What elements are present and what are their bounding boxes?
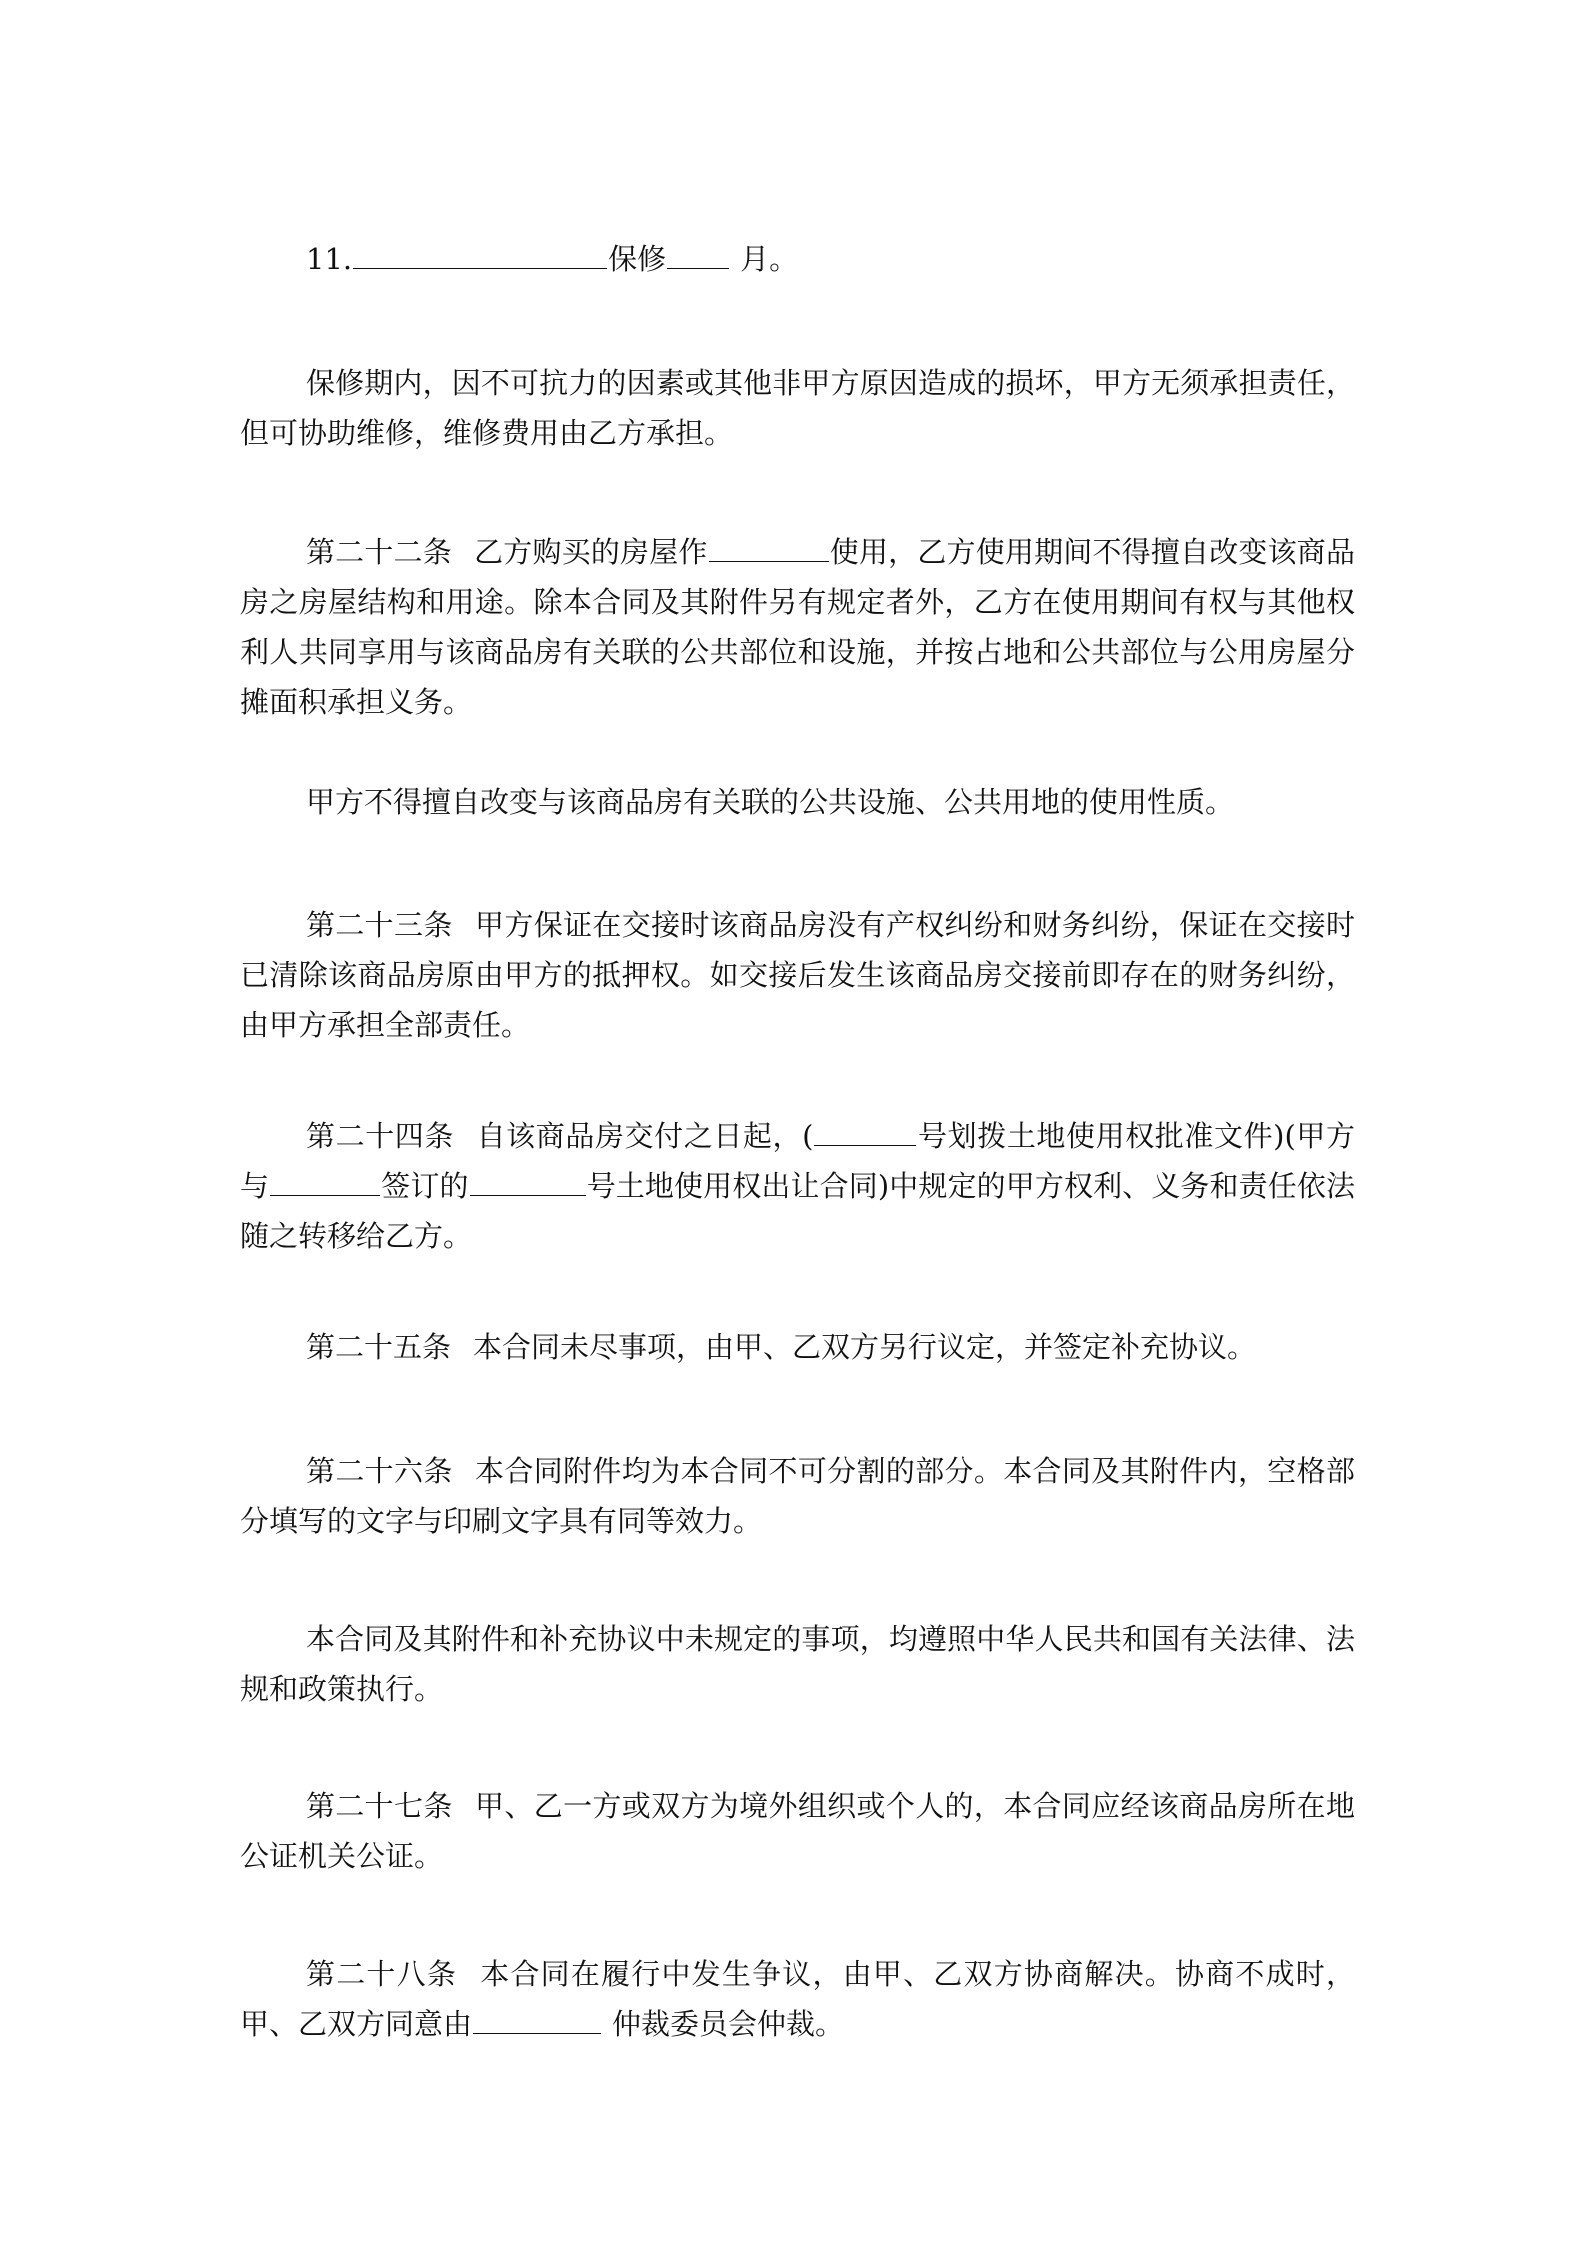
- item-number: 11.: [306, 242, 353, 276]
- clause-text: 本合同未尽事项，由甲、乙双方另行议定，并签定补充协议。: [473, 1330, 1257, 1364]
- clause-article-26: [240, 1446, 1355, 1546]
- clause-text: 甲方保证在交接时该商品房没有产权纠纷和财务纠纷，保证在交接时已清除该商品房原由甲方的抵押权。如交接后发生该商品房交接前即存在的财务纠纷，由甲方承担全部责任。: [240, 908, 1355, 1042]
- clause-text: 签订的: [381, 1169, 469, 1203]
- clause-warranty-item-11: [240, 234, 1355, 284]
- clause-text: 仲裁委员会仲裁。: [612, 2007, 845, 2041]
- clause-article-23: [240, 900, 1355, 1050]
- clause-text: 本合同在履行中发生争议，由甲、乙双方协商解决。协商不成时，甲、乙双方同意由: [240, 1957, 1355, 2041]
- clause-article-25: [240, 1322, 1355, 1372]
- clause-article-22: [240, 527, 1355, 727]
- clause-text: 使用，乙方使用期间不得擅自改变该商品房之房屋结构和用途。除本合同及其附件另有规定者外，乙方在使用期间有权与其他权利人共同享用与该商品房有关联的公共部位和设施，并按占地和公共部位与公用房屋分摊面积承担义务。: [240, 535, 1355, 719]
- blank-field: [473, 2032, 601, 2034]
- clause-text: 乙方购买的房屋作: [473, 535, 708, 569]
- blank-field: [470, 1194, 586, 1196]
- month-label: 月。: [740, 242, 799, 276]
- clause-article-24: [240, 1111, 1355, 1261]
- article-number: 第二十二条: [306, 535, 452, 569]
- article-number: 第二十四条: [306, 1119, 454, 1153]
- clause-text: 本合同附件均为本合同不可分割的部分。本合同及其附件内，空格部分填写的文字与印刷文字具有同等效力。: [240, 1454, 1355, 1538]
- article-number: 第二十六条: [306, 1454, 453, 1488]
- blank-field: [814, 1144, 916, 1146]
- clause-article-27: [240, 1781, 1355, 1881]
- blank-field: [667, 267, 729, 269]
- blank-field: [353, 267, 607, 269]
- clause-text: 自该商品房交付之日起，(: [475, 1119, 814, 1153]
- paragraph-warranty-period: 保修期内，因不可抗力的因素或其他非甲方原因造成的损坏，甲方无须承担责任，但可协助维修，维修费用由乙方承担。: [240, 366, 1355, 450]
- article-number: 第二十七条: [306, 1789, 453, 1823]
- clause-text: 甲、乙一方或双方为境外组织或个人的，本合同应经该商品房所在地公证机关公证。: [240, 1789, 1355, 1873]
- clause-text: 号土地使用权出让合同)中规定的甲方权利、义务和责任依法随之转移给乙方。: [240, 1169, 1355, 1253]
- clause-text: 号划拨土地使用权批准文件)(甲方与: [240, 1119, 1355, 1203]
- clause-article-28: [240, 1949, 1355, 2049]
- blank-field: [270, 1194, 380, 1196]
- article-number: 第二十八条: [306, 1957, 458, 1991]
- paragraph-applicable-law: 本合同及其附件和补充协议中未规定的事项，均遵照中华人民共和国有关法律、法规和政策执行。: [240, 1622, 1355, 1706]
- blank-field: [709, 560, 829, 562]
- article-number: 第二十五条: [306, 1330, 452, 1364]
- article-number: 第二十三条: [306, 908, 453, 942]
- paragraph-public-facilities: 甲方不得擅自改变与该商品房有关联的公共设施、公共用地的使用性质。: [306, 785, 1235, 819]
- warranty-label: 保修: [608, 242, 667, 276]
